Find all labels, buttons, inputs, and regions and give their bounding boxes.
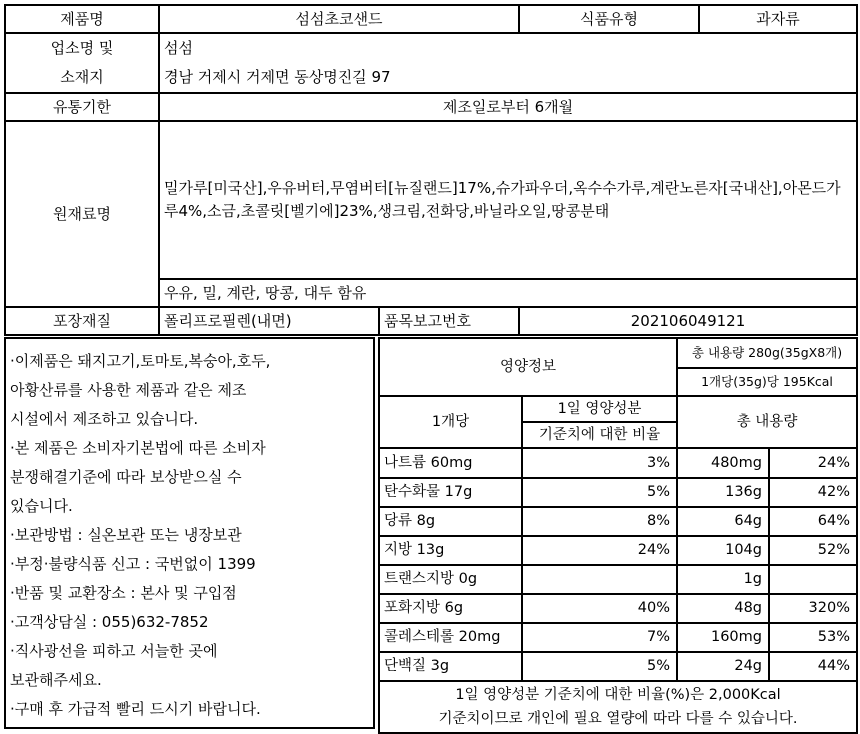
maker-label-line2: 소재지 [60, 68, 104, 86]
nutrient-total-daily-value: 64% [769, 507, 857, 536]
report-number-label: 품목보고번호 [379, 307, 519, 335]
packaging-label: 포장재질 [5, 307, 159, 335]
note-line: 아황산류를 사용한 제품과 같은 제조 [10, 381, 247, 399]
note-line: ·직사광선을 피하고 서늘한 곳에 [10, 642, 218, 660]
ingredients-label: 원재료명 [5, 121, 159, 307]
nutrient-total-daily-value: 44% [769, 652, 857, 681]
nutrient-daily-value: 5% [522, 478, 677, 507]
nutrient-name: 콜레스테롤 20mg [379, 623, 522, 652]
maker-label [5, 33, 159, 93]
nutrient-daily-value: 8% [522, 507, 677, 536]
daily-value-header-line2: 기준치에 대한 비율 [522, 422, 677, 448]
footnote-line2: 기준치이므로 개인에 필요 열량에 따라 다를 수 있습니다. [438, 711, 798, 727]
nutrition-footnote [379, 681, 857, 733]
note-line: ·고객상담실 : 055)632-7852 [10, 613, 209, 631]
nutrient-name: 단백질 3g [379, 652, 522, 681]
table-row [379, 652, 857, 681]
nutrient-daily-value [522, 565, 677, 594]
note-line: 있습니다. [10, 497, 73, 515]
per-serving-calories: 1개당(35g)당 195Kcal [677, 368, 857, 396]
nutrient-total: 480mg [677, 448, 769, 478]
product-name-label: 제품명 [5, 5, 159, 33]
note-line: ·반품 및 교환장소 : 본사 및 구입점 [10, 584, 237, 602]
allergen-info: 우유, 밀, 계란, 땅콩, 대두 함유 [159, 279, 857, 307]
table-row [379, 448, 857, 478]
note-line: ·본 제품은 소비자기본법에 따른 소비자 [10, 439, 266, 457]
total-content: 총 내용량 280g(35gX8개) [677, 338, 857, 368]
nutrient-daily-value: 5% [522, 652, 677, 681]
nutrient-name: 포화지방 6g [379, 594, 522, 623]
nutrient-total: 24g [677, 652, 769, 681]
nutrient-total-daily-value: 320% [769, 594, 857, 623]
food-type-label: 식품유형 [519, 5, 699, 33]
nutrition-table [378, 337, 858, 734]
note-line: ·부정·불량식품 신고 : 국번없이 1399 [10, 555, 256, 573]
packaging-value: 폴리프로필렌(내면) [159, 307, 379, 335]
nutrient-daily-value: 40% [522, 594, 677, 623]
expiry-value: 제조일로부터 6개월 [159, 93, 857, 121]
expiry-label: 유통기한 [5, 93, 159, 121]
report-number-value: 202106049121 [519, 307, 857, 335]
nutrient-daily-value: 24% [522, 536, 677, 565]
note-line: ·보관방법 : 실온보관 또는 냉장보관 [10, 526, 242, 544]
nutrition-title: 영양정보 [379, 338, 677, 396]
nutrient-total: 1g [677, 565, 769, 594]
nutrient-total-daily-value: 42% [769, 478, 857, 507]
note-line: 분쟁해결기준에 따라 보상받으실 수 [10, 468, 242, 486]
nutrient-total: 48g [677, 594, 769, 623]
table-row [379, 565, 857, 594]
table-row [379, 623, 857, 652]
notes-box [4, 337, 375, 729]
food-type: 과자류 [699, 5, 857, 33]
nutrient-total: 64g [677, 507, 769, 536]
nutrient-total: 136g [677, 478, 769, 507]
product-name: 섬섬초코샌드 [159, 5, 519, 33]
table-row [379, 478, 857, 507]
ingredients-value: 밀가루[미국산],우유버터,무염버터[뉴질랜드]17%,슈가파우더,옥수수가루,계란노른자[국내산],아몬드가루4%,소금,초콜릿[벨기에]23%,생크림,전화당,바닐라오일,땅콩분태 [159, 121, 857, 279]
note-line: 보관해주세요. [10, 671, 102, 689]
nutrient-total-daily-value [769, 565, 857, 594]
maker-label-line1: 업소명 및 [50, 39, 114, 57]
nutrient-total: 160mg [677, 623, 769, 652]
nutrient-total: 104g [677, 536, 769, 565]
nutrient-daily-value: 7% [522, 623, 677, 652]
daily-value-header-line1: 1일 영양성분 [522, 396, 677, 422]
product-info-table [4, 4, 858, 336]
nutrient-total-daily-value: 24% [769, 448, 857, 478]
nutrient-name: 지방 13g [379, 536, 522, 565]
table-row [379, 594, 857, 623]
nutrient-total-daily-value: 52% [769, 536, 857, 565]
note-line: ·이제품은 돼지고기,토마토,복숭아,호두, [10, 352, 271, 370]
footnote-line1: 1일 영양성분 기준치에 대한 비율(%)은 2,000Kcal [455, 687, 781, 703]
total-content-header: 총 내용량 [677, 396, 857, 448]
nutrient-name: 트랜스지방 0g [379, 565, 522, 594]
table-row [379, 536, 857, 565]
nutrient-name: 탄수화물 17g [379, 478, 522, 507]
nutrient-total-daily-value: 53% [769, 623, 857, 652]
maker-name: 섬섬 [164, 39, 193, 57]
maker-address: 경남 거제시 거제면 동상명진길 97 [164, 68, 391, 86]
per-serving-header: 1개당 [379, 396, 522, 448]
note-line: ·구매 후 가급적 빨리 드시기 바랍니다. [10, 700, 261, 718]
nutrient-name: 당류 8g [379, 507, 522, 536]
table-row [379, 507, 857, 536]
note-line: 시설에서 제조하고 있습니다. [10, 410, 199, 428]
nutrient-daily-value: 3% [522, 448, 677, 478]
nutrient-name: 나트륨 60mg [379, 448, 522, 478]
maker-info [159, 33, 857, 93]
